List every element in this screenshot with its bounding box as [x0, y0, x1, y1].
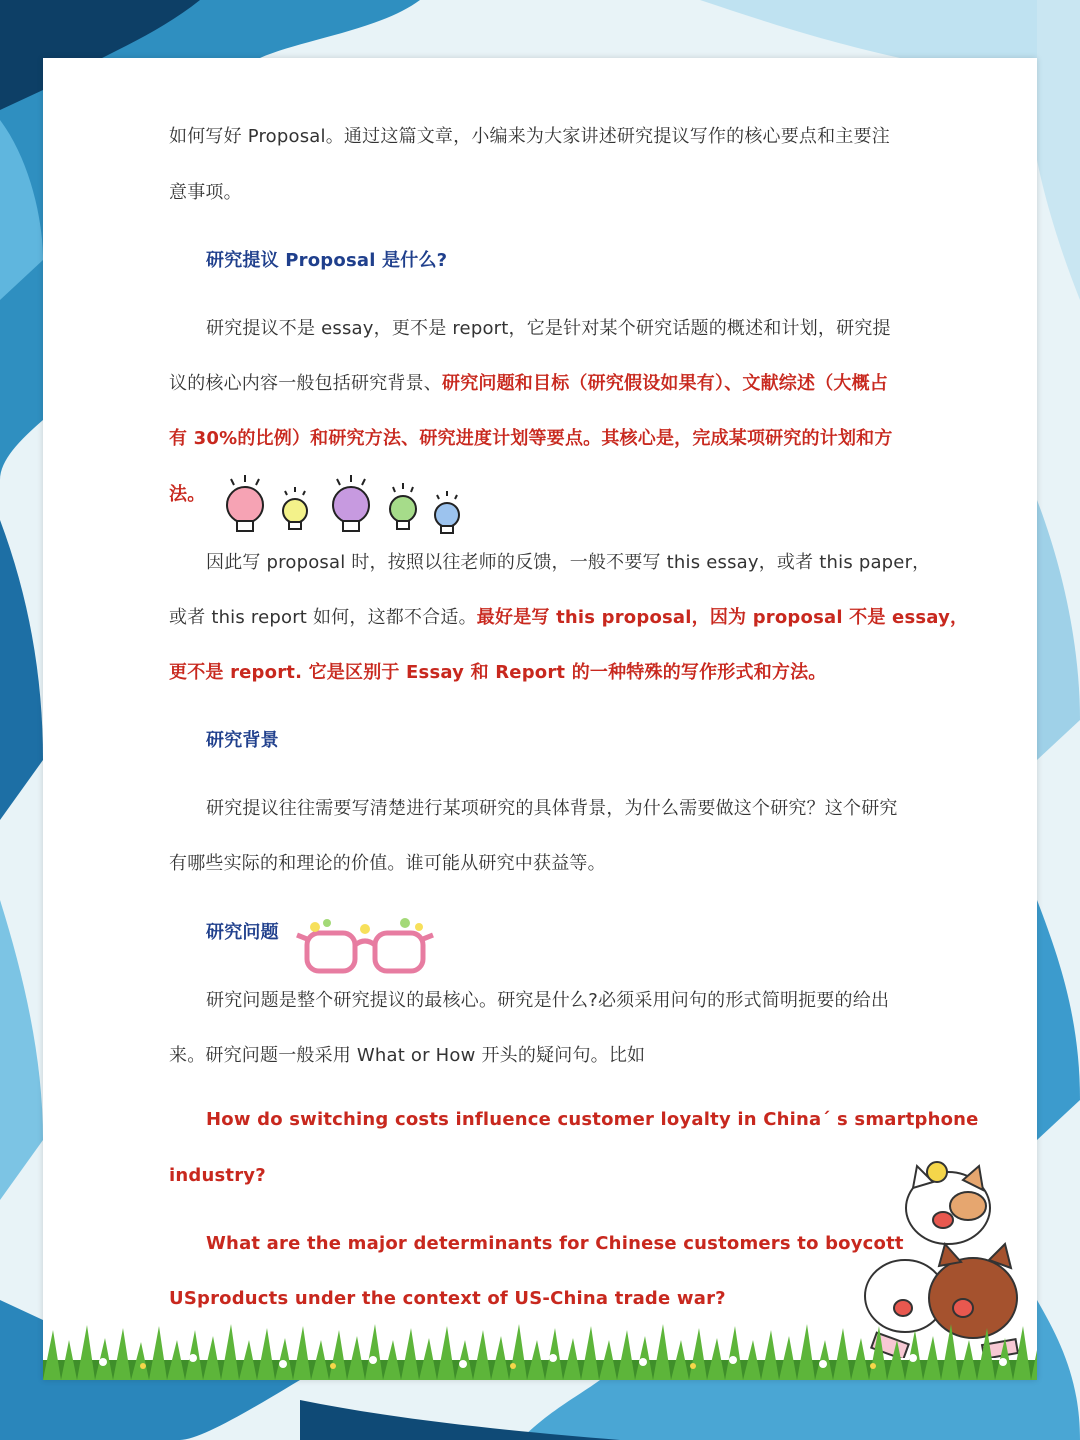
grass-icon [43, 1310, 1037, 1380]
highlight-line: 有 30%的比例）和研究方法、研究进度计划等要点。其核心是，完成某项研究的计划和方 [169, 428, 893, 449]
example-question-2-cont: USproducts under the context of US-China trade war? [169, 1288, 726, 1309]
intro-line-1: 如何写好 Proposal。通过这篇文章，小编来为大家讲述研究提议写作的核心要点和主要注 [169, 126, 890, 147]
lightbulbs-icon [221, 473, 471, 543]
example-question-2: What are the major determinants for Chinese customers to boycott [206, 1233, 904, 1254]
paragraph-line: 有哪些实际的和理论的价值。谁可能从研究中获益等。 [169, 853, 606, 874]
section-heading-proposal: 研究提议 Proposal 是什么? [206, 250, 448, 271]
paragraph-line: 来。研究问题一般采用 What or How 开头的疑问句。比如 [169, 1045, 646, 1066]
example-question-1-cont: industry? [169, 1165, 266, 1186]
section-heading-background: 研究背景 [206, 730, 279, 751]
paragraph-text: 或者 this report 如何，这都不合适。 [169, 607, 477, 628]
example-question-1: How do switching costs influence customer loyalty in China´ s smartphone [206, 1109, 979, 1130]
section-heading-question: 研究问题 [206, 922, 279, 943]
paragraph-text: 议的核心内容一般包括研究背景、 [169, 373, 442, 394]
document-page [43, 58, 1037, 1380]
paragraph-line: 研究问题是整个研究提议的最核心。研究是什么?必须采用问句的形式简明扼要的给出 [206, 990, 890, 1011]
highlight-line: 法。 [169, 484, 206, 505]
highlight-text: 最好是写 this proposal，因为 proposal 不是 essay， [476, 607, 969, 628]
paragraph-line [169, 603, 968, 629]
paragraph-line: 研究提议不是 essay，更不是 report，它是针对某个研究话题的概述和计划，研究提 [206, 318, 891, 339]
intro-line-2: 意事项。 [169, 182, 242, 203]
highlight-line: 更不是 report. 它是区别于 Essay 和 Report 的一种特殊的写作形式和方法。 [169, 662, 827, 683]
paragraph-line: 研究提议往往需要写清楚进行某项研究的具体背景，为什么需要做这个研究？这个研究 [206, 798, 898, 819]
paragraph-line: 因此写 proposal 时，按照以往老师的反馈，一般不要写 this essay，或者 this paper， [206, 552, 931, 573]
glasses-icon [295, 915, 435, 977]
highlight-text: 研究问题和目标（研究假设如果有）、文献综述（大概占 [442, 373, 888, 394]
paragraph-line [169, 369, 888, 395]
